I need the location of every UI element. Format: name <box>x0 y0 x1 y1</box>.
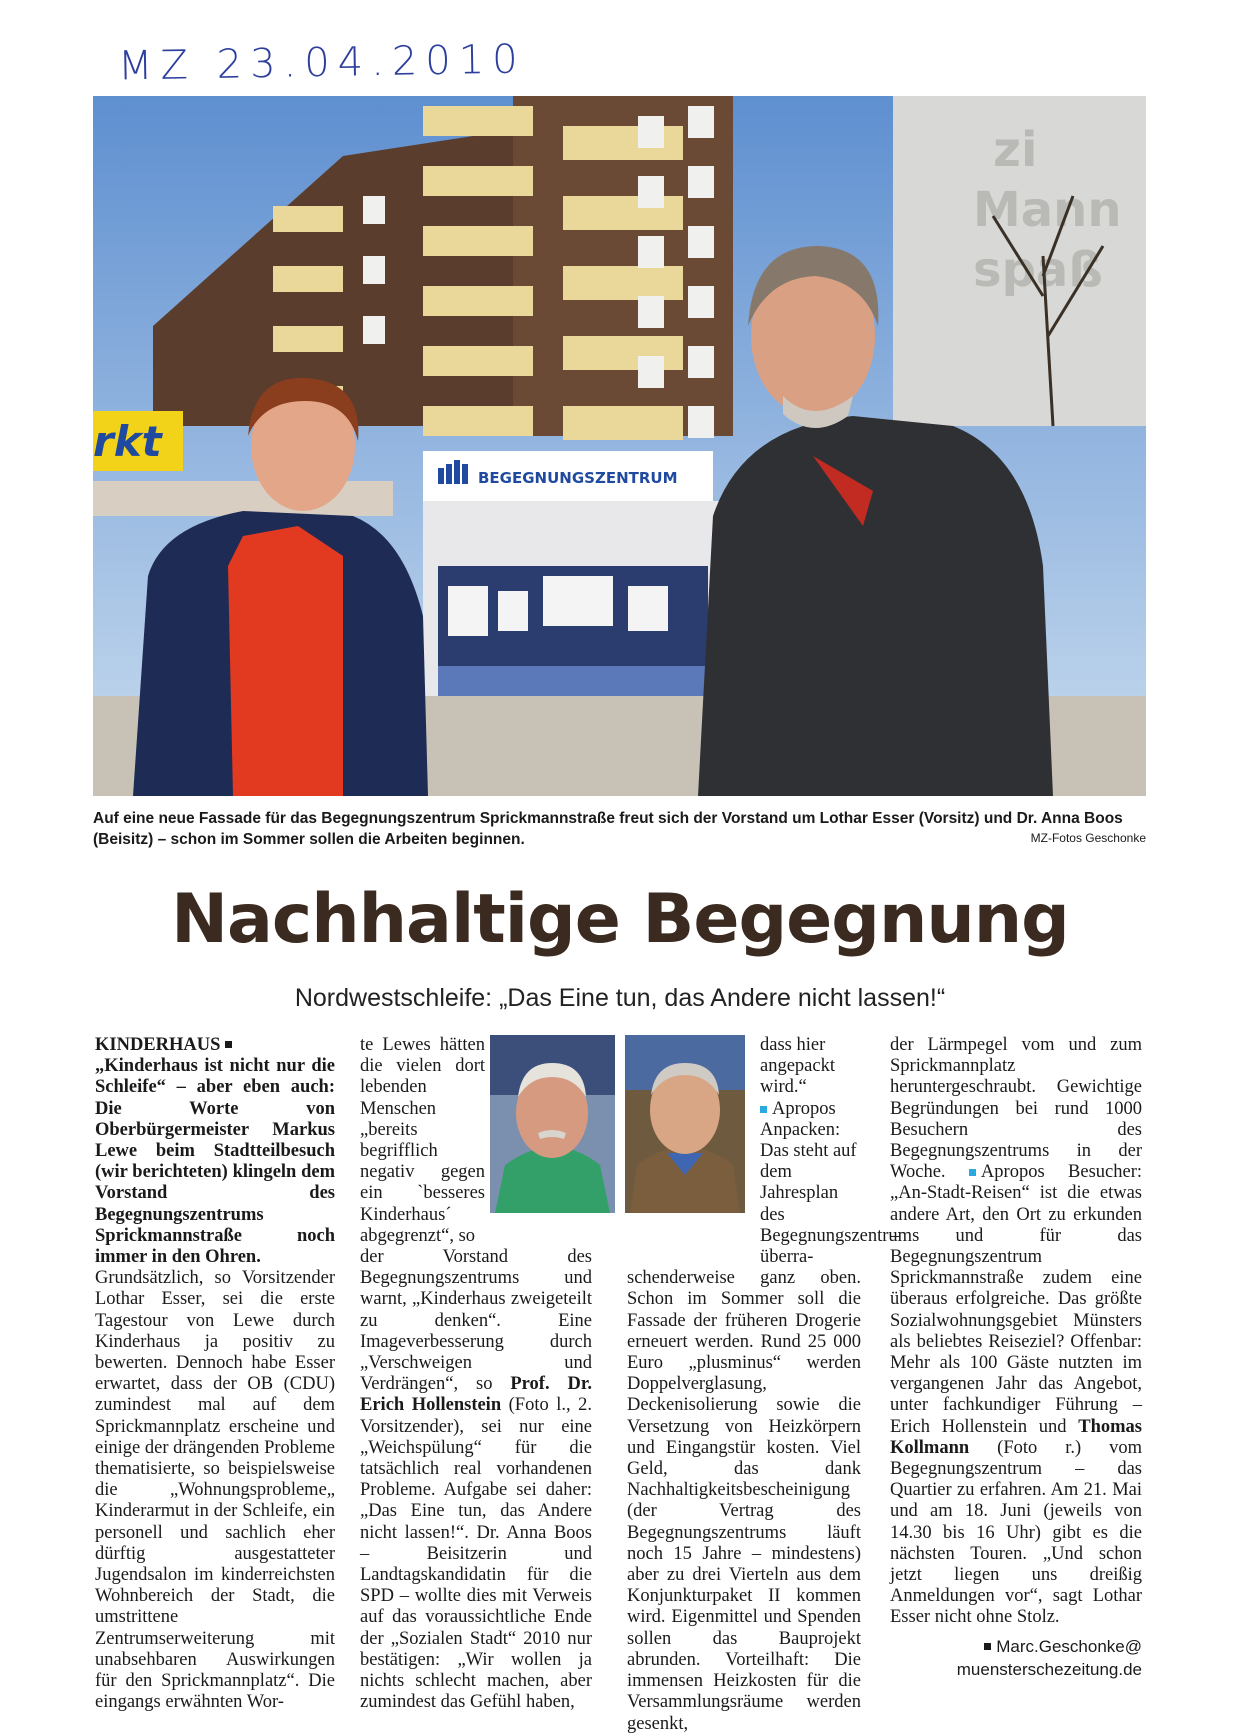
apropos-marker-icon-2 <box>969 1169 976 1176</box>
column-4-text-b: „An-Stadt-Reisen“ ist die etwas andere Art, den Ort zu erkunden – und für das Begegnungszentrum Sprickmannstraße zudem eine überaus erfolgreiche. Das größte Sozialwohnungsgebiet Münsters als beliebtes Reiseziel? Offenbar: Mehr als 100 Gäste nutzten im vergangenen Jahr das Angebot, unter fachkundiger Führung – Erich Hollenstein und <box>890 1183 1142 1437</box>
column-4-text-a: der Lärmpegel vom und zum Sprickmannplatz heruntergeschraubt. Gewichtige Begründungen bei rund 1000 Besuchern des Begegnungszentrums in der Woche. <box>890 1035 1142 1183</box>
portrait-hollenstein-image <box>490 1035 615 1213</box>
bg-sign-fragment-2: Mann <box>973 182 1122 238</box>
signature-line-2: muensterschezeitung.de <box>956 1660 1142 1679</box>
caption-text: Auf eine neue Fassade für das Begegnungszentrum Sprickmannstraße freut sich der Vorstand um Lothar Esser (Vorsitz) und Dr. Anna Boos (Beisitz) – schon im Sommer sollen die Arbeiten beginnen. <box>93 810 1123 848</box>
column-1-body: Grundsätzlich, so Vorsitzender Lothar Esser, sei die erste Tagestour von Lewe durch Kinderhaus ja positiv zu bewerten. Dennoch habe Esser erwartet, dass der OB (CDU) zumindest mal auf dem Sprickmannplatz erscheine und einige der drängenden Probleme thematisierte, so beispielsweise die „Wohnungsprobleme„ Kinderarmut in der Schleife, ein personell und sachlich eher dürftig ausgestatteter Jugendsalon im kinderreichsten Wohnbereich der Stadt, die umstrittene Zentrumserweiterung mit unabsehbaren Auswirkungen für den Sprickmannplatz“. Die eingangs erwähnten Wor- <box>95 1268 335 1713</box>
banner-fragment: rkt <box>93 417 162 466</box>
dateline-marker-icon <box>225 1041 232 1048</box>
person-name-kollmann: Thomas Kollmann <box>890 1416 1142 1458</box>
headline: Nachhaltige Begegnung <box>171 880 1069 959</box>
article-column-4 <box>890 1035 1142 1629</box>
subheadline: Nordwestschleife: „Das Eine tun, das Andere nicht lassen!“ <box>294 984 946 1012</box>
column-3-top: dass hier angepackt wird.“ <box>760 1035 835 1098</box>
column-3-top-2: Das steht auf dem Jahresplan des Begegnungszentrums überra- <box>760 1141 920 1268</box>
portrait-hollenstein <box>490 1035 615 1213</box>
article-column-3 <box>627 1035 920 1735</box>
signature-line-1: Marc.Geschonke@ <box>996 1637 1142 1656</box>
apropos-marker-icon <box>760 1106 767 1113</box>
bg-sign-fragment-1: zi <box>993 122 1038 178</box>
photo-credit: MZ-Fotos Geschonke <box>1030 831 1146 845</box>
signature-marker-icon <box>984 1643 991 1650</box>
building-sign-text: BEGEGNUNGSZENTRUM <box>478 469 678 487</box>
apropos-besucher: Apropos Besucher: <box>980 1162 1142 1183</box>
apropos-anpacken: Apropos Anpacken: <box>760 1098 841 1140</box>
column-4-text-c: (Foto r.) vom Begegnungszentrum – das Quartier zu erfahren. Am 21. Mai und am 18. Juni (jeweils von 14.30 bis 16 Uhr) gibt es die nächsten Touren. „Und schon jetzt liegen uns dreißig Anmeldungen vor“, sagt Lothar Esser nicht ohne Stolz. <box>890 1437 1143 1628</box>
person-name-hollenstein: Prof. Dr. Erich Hollenstein <box>360 1374 592 1416</box>
handwritten-date-note: MZ 23.04.2010 <box>117 36 527 90</box>
article-lead: „Kinderhaus ist nicht nur die Schleife“ – aber eben auch: Die Worte von Oberbürgermeister Markus Lewe beim Stadtteilbesuch (wir berichteten) klingeln dem Vorstand des Begegnungszentrums Sprickmannstraße noch immer in den Ohren. <box>95 1056 335 1268</box>
column-2-top: te Lewes hätten die vielen dort lebenden Menschen „bereits begrifflich negativ gegen ein `besseres Kinderhaus´ abgegrenzt“, so <box>360 1035 485 1246</box>
column-3-body: schenderweise ganz oben. Schon im Sommer soll die Fassade der früheren Drogerie erneuert werden. Rund 25 000 Euro „plusminus“ werden Doppelverglasung, Deckenisolierung sowie die Versetzung von Heizkörpern und Eingangstür kosten. Viel Geld, das dank Nachhaltigkeitsbescheinigung (der Vertrag des Begegnungszentrums läuft noch 15 Jahre – mindestens) aber zu drei Vierteln aus dem Konjunkturpaket II kommen wird. Eigenmittel und Spenden sollen das Bauprojekt abrunden. Vorteilhaft: Die immensen Heizkosten für die Versammlungsräume werden gesenkt, <box>627 1268 861 1734</box>
column-2-text-a: der Vorstand des Begegnungszentrums und warnt, „Kinderhaus zweigeteilt zu denken“. Eine Imageverbesserung durch „Verschweigen und Verdrängen“, so <box>360 1247 592 1395</box>
photo-illustration <box>93 96 1146 796</box>
main-photo <box>93 96 1146 796</box>
photo-caption <box>93 808 1146 850</box>
bg-sign-fragment-3: spaß <box>973 242 1103 298</box>
author-signature <box>890 1635 1142 1681</box>
dateline: KINDERHAUS <box>95 1035 221 1055</box>
article-column-1 <box>95 1035 335 1714</box>
column-2-text-b: (Foto l., 2. Vorsitzender), sei nur eine „Weichspülung“ für die tatsächlich real vorhandenen Probleme. Aufgabe sei daher: „Das Eine tun, das Andere nicht lassen!“. Dr. Anna Boos – Beisitzerin und Landtagskandidatin für die SPD – wollte dies mit Verweis auf das voraussichtliche Ende der „Sozialen Stadt“ 2010 nur bestätigen: „Wir wollen ja nichts schlecht machen, aber zumindest das Gefühl haben, <box>360 1395 593 1713</box>
